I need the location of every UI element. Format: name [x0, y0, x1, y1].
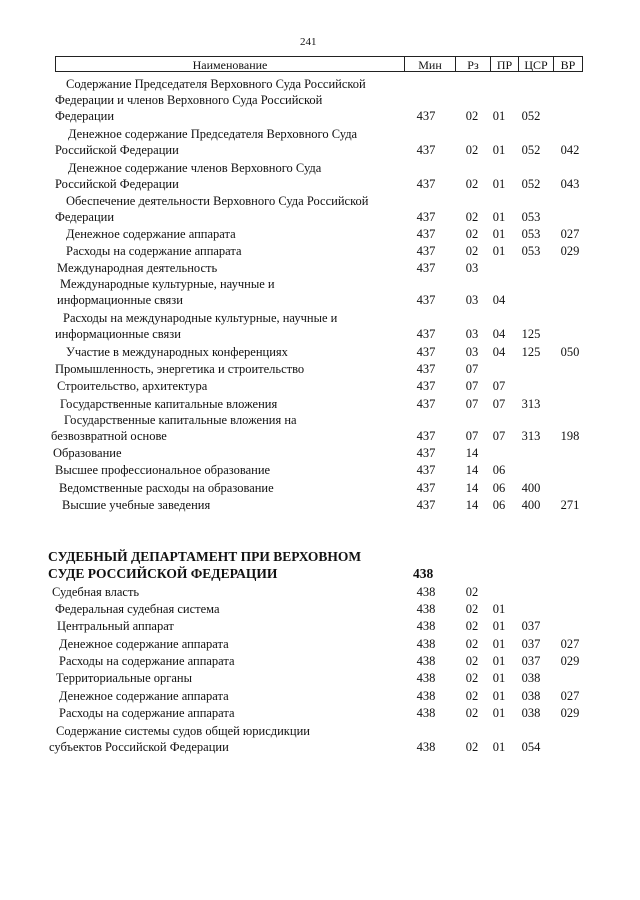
cell-rz: 02: [465, 143, 479, 157]
row-name-line: субъектов Российской Федерации: [49, 740, 229, 754]
row-name-line: Федеральная судебная система: [55, 602, 220, 616]
cell-csr: 038: [521, 671, 541, 685]
row-name-line: Расходы на содержание аппарата: [66, 244, 242, 258]
cell-min: 438: [416, 671, 436, 685]
cell-min: 438: [416, 585, 436, 599]
cell-min: 437: [416, 327, 436, 341]
cell-pr: 06: [492, 463, 506, 477]
cell-pr: 07: [492, 429, 506, 443]
cell-rz: 02: [465, 671, 479, 685]
row-name: [0, 412, 350, 444]
row-name: [0, 653, 350, 669]
cell-rz: 14: [465, 446, 479, 460]
cell-rz: 02: [465, 602, 479, 616]
cell-vr: 043: [560, 177, 580, 191]
cell-rz: 02: [465, 227, 479, 241]
section-code: 438: [413, 566, 434, 581]
cell-min: 438: [416, 689, 436, 703]
row-name: [0, 462, 350, 478]
cell-pr: 06: [492, 481, 506, 495]
cell-vr: 029: [560, 706, 580, 720]
row-name: [0, 497, 350, 513]
cell-pr: 01: [492, 637, 506, 651]
cell-vr: 198: [560, 429, 580, 443]
cell-vr: 042: [560, 143, 580, 157]
row-name: [0, 76, 366, 124]
cell-pr: 01: [492, 671, 506, 685]
cell-csr: 037: [521, 637, 541, 651]
cell-rz: 07: [465, 429, 479, 443]
cell-pr: 01: [492, 177, 506, 191]
cell-csr: 400: [521, 498, 541, 512]
header-min: Мин: [404, 57, 455, 71]
row-name-line: безвозвратной основе: [51, 429, 167, 443]
row-name-line: Денежное содержание аппарата: [66, 227, 236, 241]
row-name-line: Территориальные органы: [56, 671, 193, 685]
row-name: [0, 705, 350, 721]
row-name-line: Федерации: [55, 109, 115, 123]
cell-rz: 02: [465, 244, 479, 258]
cell-min: 437: [416, 177, 436, 191]
row-name: [0, 126, 358, 158]
cell-rz: 02: [465, 654, 479, 668]
row-name-line: Государственные капитальные вложения: [60, 397, 278, 411]
cell-vr: 029: [560, 654, 580, 668]
cell-rz: 02: [465, 619, 479, 633]
cell-rz: 07: [465, 362, 479, 376]
row-name-line: Расходы на содержание аппарата: [59, 706, 235, 720]
cell-pr: 01: [492, 654, 506, 668]
cell-rz: 03: [465, 327, 479, 341]
cell-min: 438: [416, 619, 436, 633]
row-name-line: Российской Федерации: [55, 143, 179, 157]
cell-rz: 02: [465, 689, 479, 703]
section-title-line2: СУДЕ РОССИЙСКОЙ ФЕДЕРАЦИИ: [48, 566, 278, 581]
cell-pr: 01: [492, 619, 506, 633]
cell-csr: 037: [521, 654, 541, 668]
cell-pr: 01: [492, 227, 506, 241]
cell-rz: 07: [465, 379, 479, 393]
row-name-line: Денежное содержание аппарата: [59, 637, 229, 651]
cell-rz: 14: [465, 463, 479, 477]
header-name: Наименование: [192, 58, 268, 72]
row-name-line: Содержание системы судов общей юрисдикции: [56, 724, 310, 738]
row-name: [0, 243, 350, 259]
cell-min: 438: [416, 602, 436, 616]
cell-csr: 313: [521, 429, 541, 443]
header-csr: ЦСР: [518, 57, 553, 71]
cell-pr: 04: [492, 345, 506, 359]
cell-min: 437: [416, 244, 436, 258]
header-rz: Рз: [455, 57, 490, 71]
row-name-line: Российской Федерации: [55, 177, 179, 191]
row-name: [0, 396, 350, 412]
row-name-line: Образование: [53, 446, 122, 460]
cell-csr: 313: [521, 397, 541, 411]
cell-min: 437: [416, 379, 436, 393]
cell-min: 437: [416, 210, 436, 224]
table-header: [55, 56, 583, 72]
cell-min: 437: [416, 446, 436, 460]
cell-min: 437: [416, 397, 436, 411]
header-vr: ВР: [553, 57, 582, 71]
cell-csr: 052: [521, 177, 541, 191]
cell-min: 437: [416, 463, 436, 477]
cell-csr: 052: [521, 143, 541, 157]
cell-vr: 027: [560, 227, 580, 241]
cell-min: 437: [416, 498, 436, 512]
cell-rz: 07: [465, 397, 479, 411]
cell-csr: 400: [521, 481, 541, 495]
row-name: [0, 584, 350, 600]
cell-min: 438: [416, 637, 436, 651]
cell-pr: 07: [492, 379, 506, 393]
row-name-line: Расходы на содержание аппарата: [59, 654, 235, 668]
row-name-line: Судебная власть: [52, 585, 140, 599]
cell-rz: 02: [465, 109, 479, 123]
cell-rz: 03: [465, 345, 479, 359]
cell-csr: 037: [521, 619, 541, 633]
cell-pr: 01: [492, 602, 506, 616]
cell-min: 437: [416, 429, 436, 443]
row-name-line: Высшее профессиональное образование: [55, 463, 271, 477]
row-name-line: Международная деятельность: [57, 261, 218, 275]
cell-pr: 01: [492, 109, 506, 123]
row-name: [0, 601, 350, 617]
row-name: [0, 276, 350, 308]
cell-min: 437: [416, 143, 436, 157]
cell-min: 438: [416, 706, 436, 720]
header-pr: ПР: [490, 57, 518, 71]
cell-min: 437: [416, 481, 436, 495]
cell-csr: 053: [521, 210, 541, 224]
cell-vr: 050: [560, 345, 580, 359]
row-name: [0, 193, 369, 225]
cell-min: 438: [416, 654, 436, 668]
cell-csr: 125: [521, 327, 541, 341]
row-name-line: Денежное содержание аппарата: [59, 689, 229, 703]
cell-csr: 038: [521, 689, 541, 703]
row-name-line: Промышленность, энергетика и строительство: [55, 362, 305, 376]
row-name-line: Участие в международных конференциях: [66, 345, 288, 359]
cell-pr: 01: [492, 740, 506, 754]
cell-vr: 027: [560, 637, 580, 651]
row-name: [0, 378, 350, 394]
cell-min: 438: [416, 740, 436, 754]
row-name: [0, 688, 350, 704]
row-name: [0, 723, 350, 755]
cell-pr: 01: [492, 689, 506, 703]
row-name: [0, 310, 350, 342]
section-title-line1: СУДЕБНЫЙ ДЕПАРТАМЕНТ ПРИ ВЕРХОВНОМ: [48, 549, 362, 564]
cell-pr: 01: [492, 706, 506, 720]
cell-vr: 027: [560, 689, 580, 703]
cell-min: 437: [416, 362, 436, 376]
cell-vr: 029: [560, 244, 580, 258]
row-name: [0, 361, 350, 377]
cell-rz: 02: [465, 740, 479, 754]
cell-csr: 125: [521, 345, 541, 359]
cell-csr: 053: [521, 244, 541, 258]
cell-pr: 04: [492, 327, 506, 341]
row-name: [0, 344, 350, 360]
row-name-line: Государственные капитальные вложения на: [64, 413, 297, 427]
cell-rz: 03: [465, 261, 479, 275]
row-name-line: Высшие учебные заведения: [62, 498, 211, 512]
row-name-line: Центральный аппарат: [57, 619, 174, 633]
row-name: [0, 480, 350, 496]
cell-pr: 01: [492, 210, 506, 224]
row-name: [0, 636, 350, 652]
cell-pr: 01: [492, 143, 506, 157]
cell-pr: 01: [492, 244, 506, 258]
row-name-line: информационные связи: [57, 293, 183, 307]
cell-csr: 052: [521, 109, 541, 123]
cell-rz: 02: [465, 637, 479, 651]
row-name-line: Международные культурные, научные и: [60, 277, 275, 291]
row-name: [0, 670, 350, 686]
cell-min: 437: [416, 293, 436, 307]
row-name: [0, 618, 350, 634]
row-name-line: Федерации и членов Верховного Суда Российской: [55, 93, 323, 107]
cell-rz: 02: [465, 585, 479, 599]
row-name-line: информационные связи: [55, 327, 181, 341]
cell-rz: 02: [465, 177, 479, 191]
row-name-line: Содержание Председателя Верховного Суда Российской: [66, 77, 366, 91]
row-name: [0, 160, 350, 192]
row-name: [0, 445, 350, 461]
cell-csr: 038: [521, 706, 541, 720]
cell-min: 437: [416, 109, 436, 123]
row-name-line: Ведомственные расходы на образование: [59, 481, 274, 495]
cell-rz: 02: [465, 706, 479, 720]
cell-pr: 07: [492, 397, 506, 411]
row-name-line: Денежное содержание членов Верховного Суда: [68, 161, 322, 175]
cell-min: 437: [416, 227, 436, 241]
cell-vr: 271: [560, 498, 580, 512]
cell-rz: 14: [465, 481, 479, 495]
page-number: 241: [300, 36, 317, 48]
row-name-line: Денежное содержание Председателя Верховного Суда: [68, 127, 358, 141]
cell-pr: 04: [492, 293, 506, 307]
cell-pr: 06: [492, 498, 506, 512]
cell-rz: 14: [465, 498, 479, 512]
cell-csr: 054: [521, 740, 541, 754]
cell-csr: 053: [521, 227, 541, 241]
cell-rz: 03: [465, 293, 479, 307]
row-name-line: Строительство, архитектура: [57, 379, 208, 393]
cell-min: 437: [416, 345, 436, 359]
row-name-line: Обеспечение деятельности Верховного Суда Российской: [66, 194, 369, 208]
row-name-line: Расходы на международные культурные, научные и: [63, 311, 338, 325]
cell-min: 437: [416, 261, 436, 275]
row-name: [0, 260, 350, 276]
row-name-line: Федерации: [55, 210, 115, 224]
cell-rz: 02: [465, 210, 479, 224]
row-name: [0, 226, 350, 242]
